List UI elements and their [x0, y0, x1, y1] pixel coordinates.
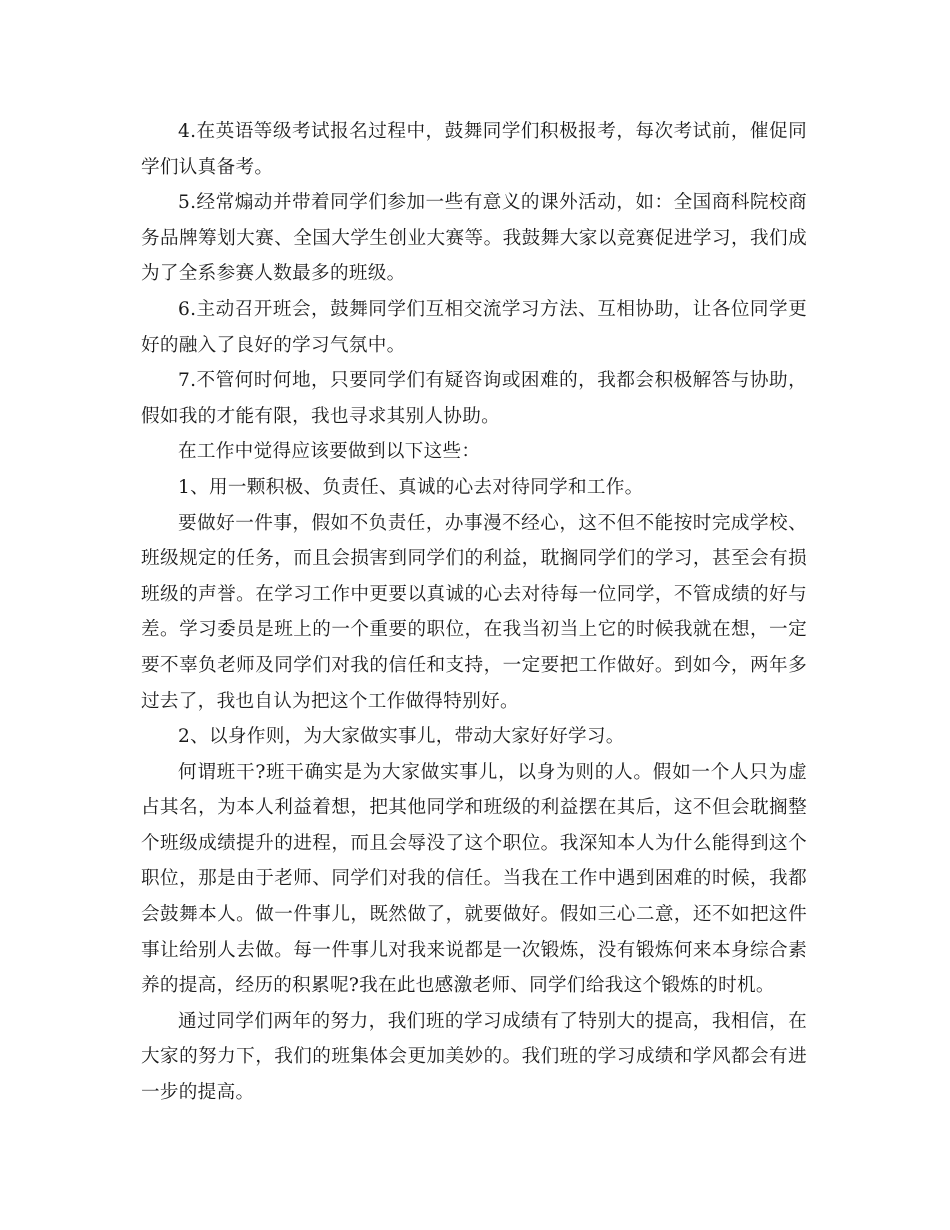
section-heading-1: 1、用一颗积极、负责任、真诚的心去对待同学和工作。 — [178, 476, 644, 498]
paragraph-body: 何谓班干?班干确实是为大家做实事儿，以身为则的人。假如一个人只为虚占其名，为本人利益着想，把其他同学和班级的利益摆在其后，这不但会耽搁整个班级成绩提升的进程，而且会辱没了这个职位。我深知本人为什么能得到这个职位，那是由于老师、同学们对我的信任。当我在工作中遇到困难的时候，我都会鼓舞本人。做一件事儿，既然做了，就要做好。假如三心二意，还不如把这件事让给别人去做。每一件事儿对我来说都是一次锻炼，没有锻炼何来本身综合素养的提高，经历的积累呢?我在此也感激老师、同学们给我这个锻炼的时机。 — [141, 761, 807, 997]
paragraph-body: 要做好一件事，假如不负责任，办事漫不经心，这不但不能按时完成学校、班级规定的任务，而且会损害到同学们的利益，耽搁同学们的学习，甚至会有损班级的声誉。在学习工作中更要以真诚的心去对待每一位同学，不管成绩的好与差。学习委员是班上的一个重要的职位，在我当初当上它的时候我就在想，一定要不辜负老师及同学们对我的信任和支持，一定要把工作做好。到如今，两年多过去了，我也自认为把这个工作做得特别好。 — [141, 512, 807, 712]
paragraph-item-4: 4.在英语等级考试报名过程中，鼓舞同学们积极报考，每次考试前，催促同学们认真备考。 — [141, 121, 807, 178]
paragraph-item-5: 5.经常煽动并带着同学们参加一些有意义的课外活动，如：全国商科院校商务品牌筹划大赛、全国大学生创业大赛等。我鼓舞大家以竞赛促进学习，我们成为了全系参赛人数最多的班级。 — [141, 192, 807, 285]
document-body — [141, 114, 807, 1111]
paragraph-conclusion: 通过同学们两年的努力，我们班的学习成绩有了特别大的提高，我相信，在大家的努力下，我们的班集体会更加美妙的。我们班的学习成绩和学风都会有进一步的提高。 — [141, 1010, 807, 1104]
paragraph-item-7: 7.不管何时何地，只要同学们有疑咨询或困难的，我都会积极解答与协助，假如我的才能有限，我也寻求其别人协助。 — [141, 370, 807, 427]
paragraph-intro: 在工作中觉得应该要做到以下这些： — [178, 441, 481, 463]
paragraph-item-6: 6.主动召开班会，鼓舞同学们互相交流学习方法、互相协助，让各位同学更好的融入了良好的学习气氛中。 — [141, 298, 807, 356]
section-heading-2: 2、以身作则，为大家做实事儿，带动大家好好学习。 — [178, 726, 625, 748]
